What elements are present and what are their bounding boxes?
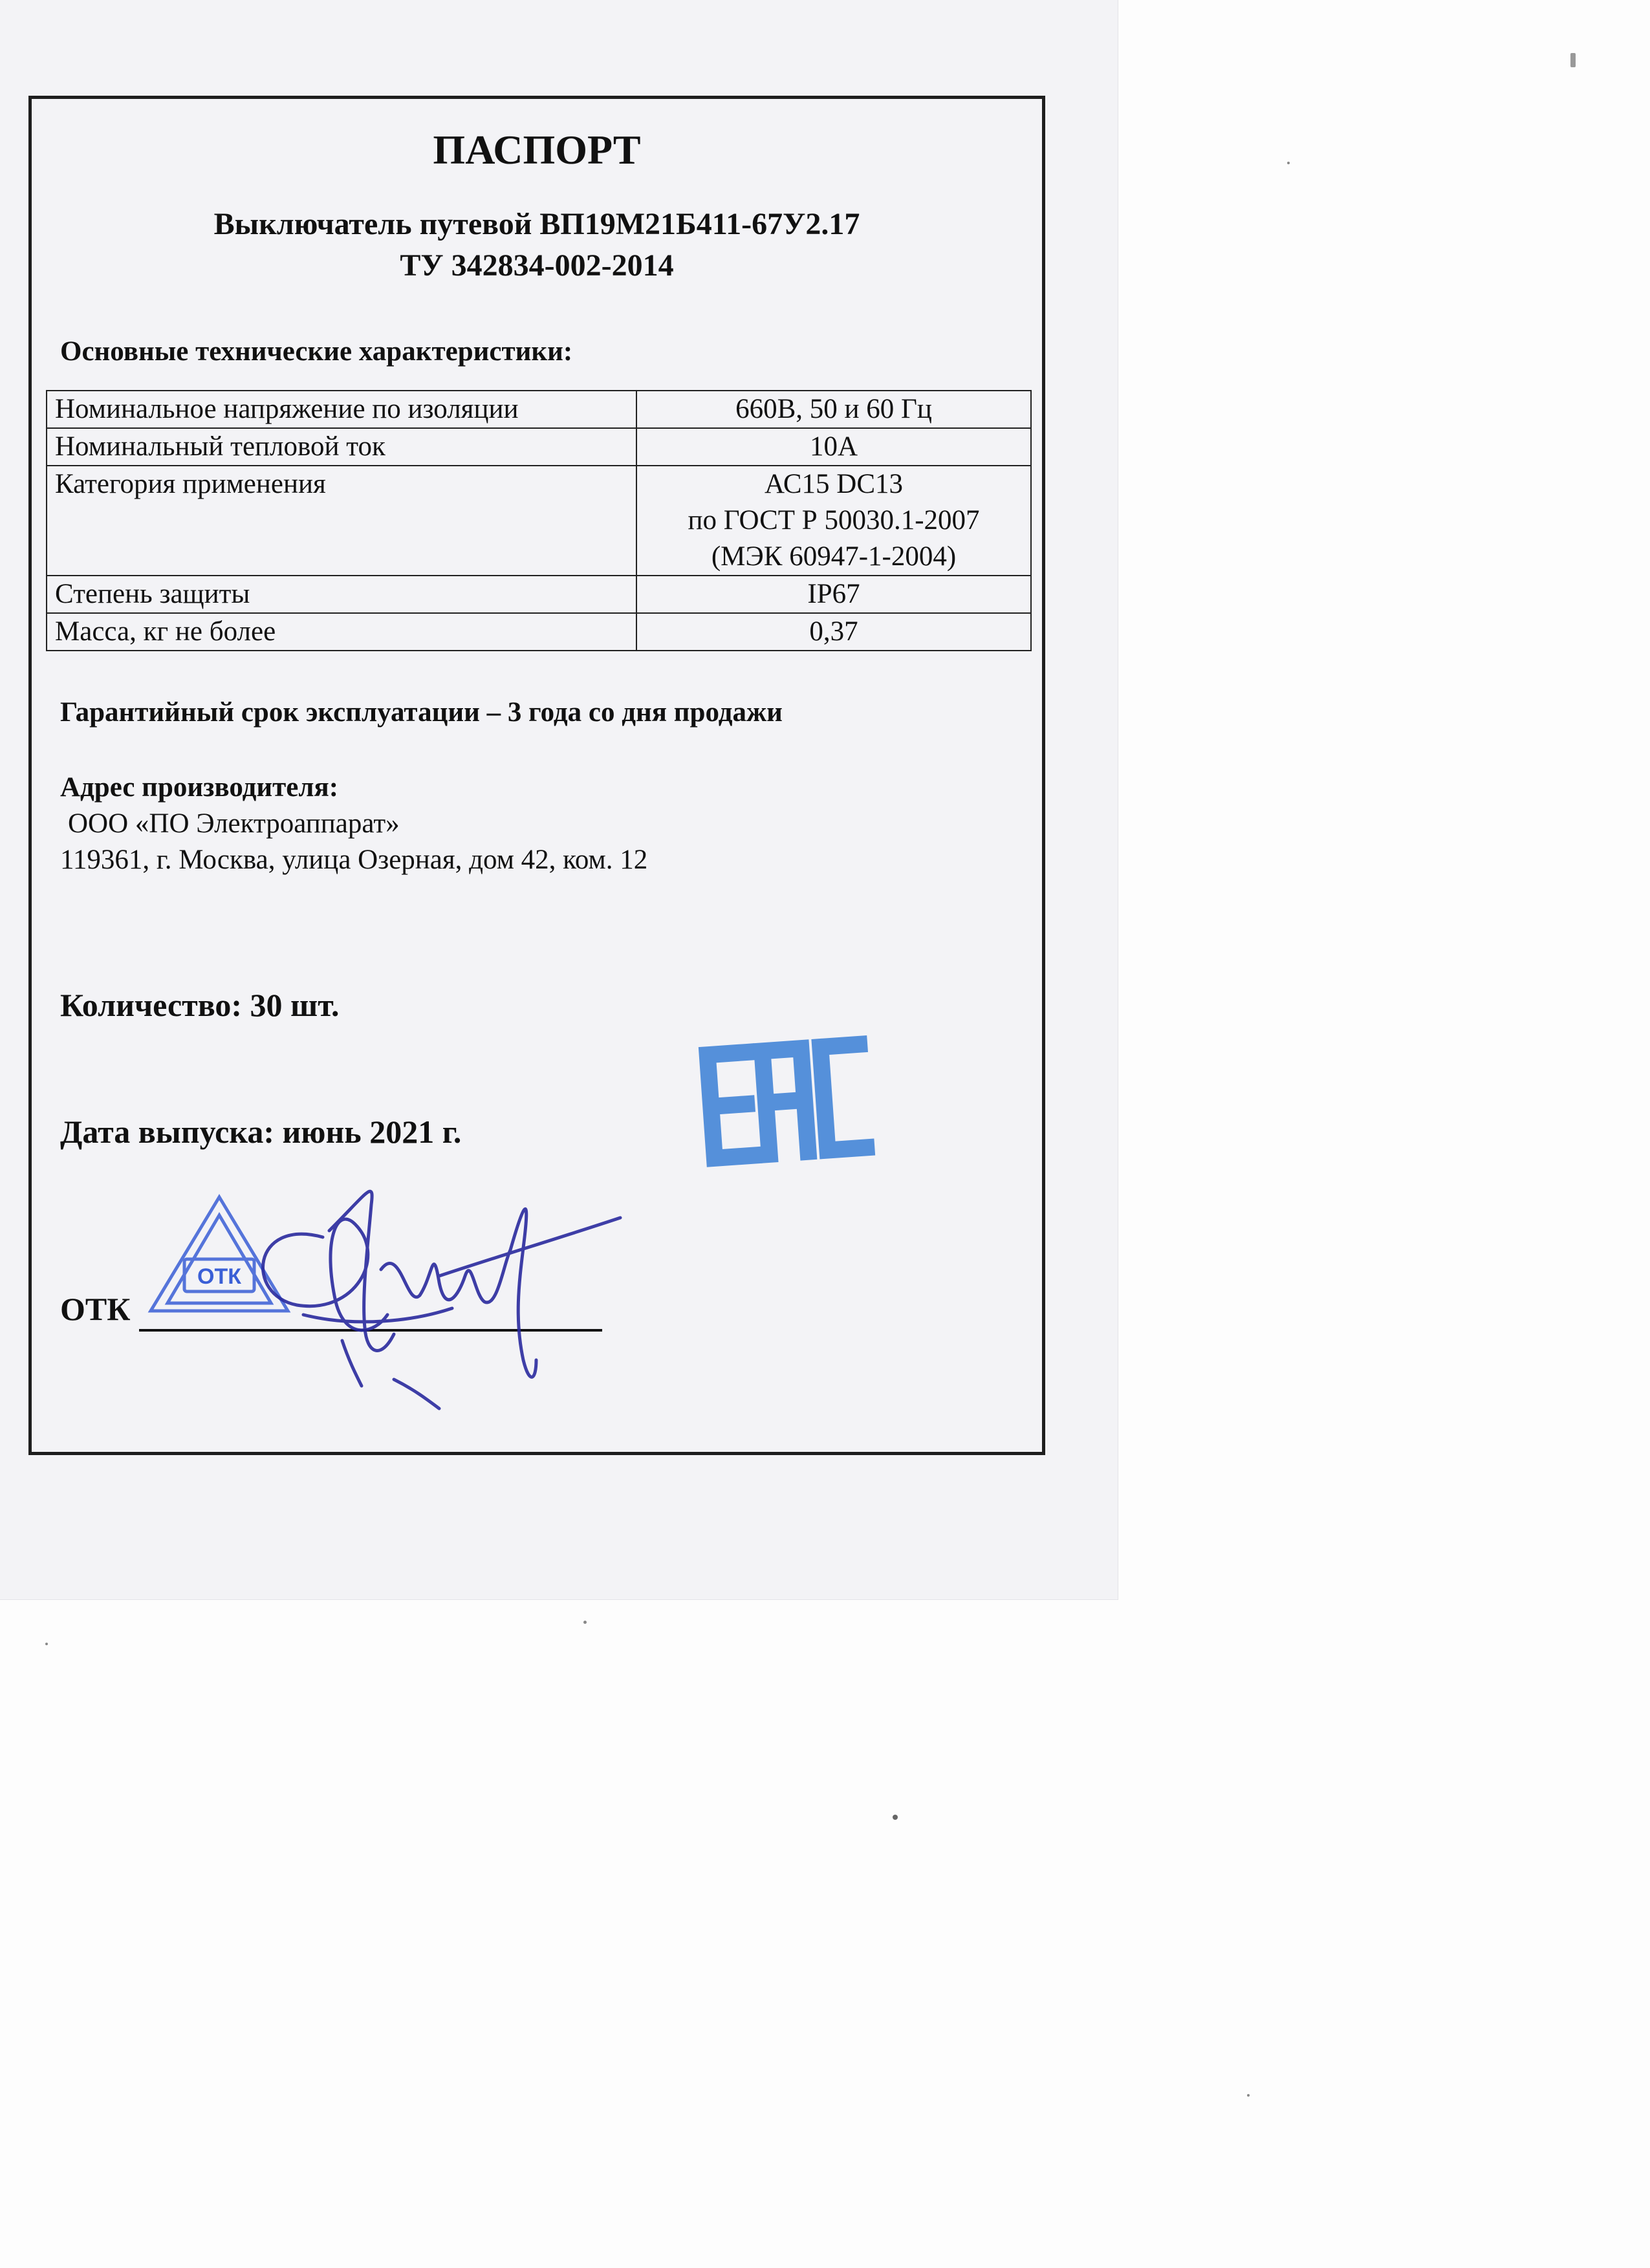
spec-value: IP67 (636, 576, 1031, 613)
quantity-text: Количество: 30 шт. (60, 987, 340, 1023)
spec-value: 0,37 (636, 613, 1031, 651)
spec-label: Степень защиты (47, 576, 636, 613)
spec-value: 660В, 50 и 60 Гц (636, 391, 1031, 428)
spec-label: Номинальное напряжение по изоляции (47, 391, 636, 428)
scan-speck (45, 1643, 48, 1645)
passport-frame (28, 96, 1045, 1455)
spec-value: 10А (636, 428, 1031, 466)
spec-label: Категория применения (47, 466, 636, 576)
table-row (47, 466, 1031, 576)
section-heading: Основные технические характеристики: (60, 336, 573, 367)
scan-speck (1287, 162, 1290, 164)
table-row (47, 613, 1031, 651)
product-name: Выключатель путевой ВП19М21Б411-67У2.17 (213, 207, 860, 241)
spec-value: АС15 DC13 по ГОСТ Р 50030.1-2007 (МЭК 60947-1-2004) (636, 466, 1031, 576)
manufacturer-address: 119361, г. Москва, улица Озерная, дом 42, ком. 12 (60, 845, 648, 875)
svg-text:ОТК: ОТК (197, 1264, 241, 1289)
document-sheet (0, 0, 1118, 1600)
scan-speck (583, 1621, 587, 1624)
table-row (47, 428, 1031, 466)
table-row (47, 391, 1031, 428)
scan-speck (1570, 53, 1576, 67)
release-date-text: Дата выпуска: июнь 2021 г. (60, 1114, 462, 1150)
scan-speck (893, 1815, 898, 1820)
spec-label: Масса, кг не более (47, 613, 636, 651)
spec-label: Номинальный тепловой ток (47, 428, 636, 466)
otk-label: ОТК (60, 1291, 131, 1327)
scan-speck (1247, 2094, 1250, 2097)
handwritten-signature (226, 1166, 627, 1412)
eac-mark-stamp (691, 1024, 879, 1179)
spec-standard: ТУ 342834-002-2014 (400, 248, 674, 283)
specs-table (46, 390, 1032, 651)
manufacturer-heading: Адрес производителя: (60, 772, 339, 803)
document-title: ПАСПОРТ (433, 127, 641, 173)
manufacturer-name: ООО «ПО Электроаппарат» (68, 808, 400, 839)
table-row (47, 576, 1031, 613)
document-subtitle (32, 204, 1042, 286)
warranty-text: Гарантийный срок эксплуатации – 3 года со дня продажи (60, 697, 783, 728)
